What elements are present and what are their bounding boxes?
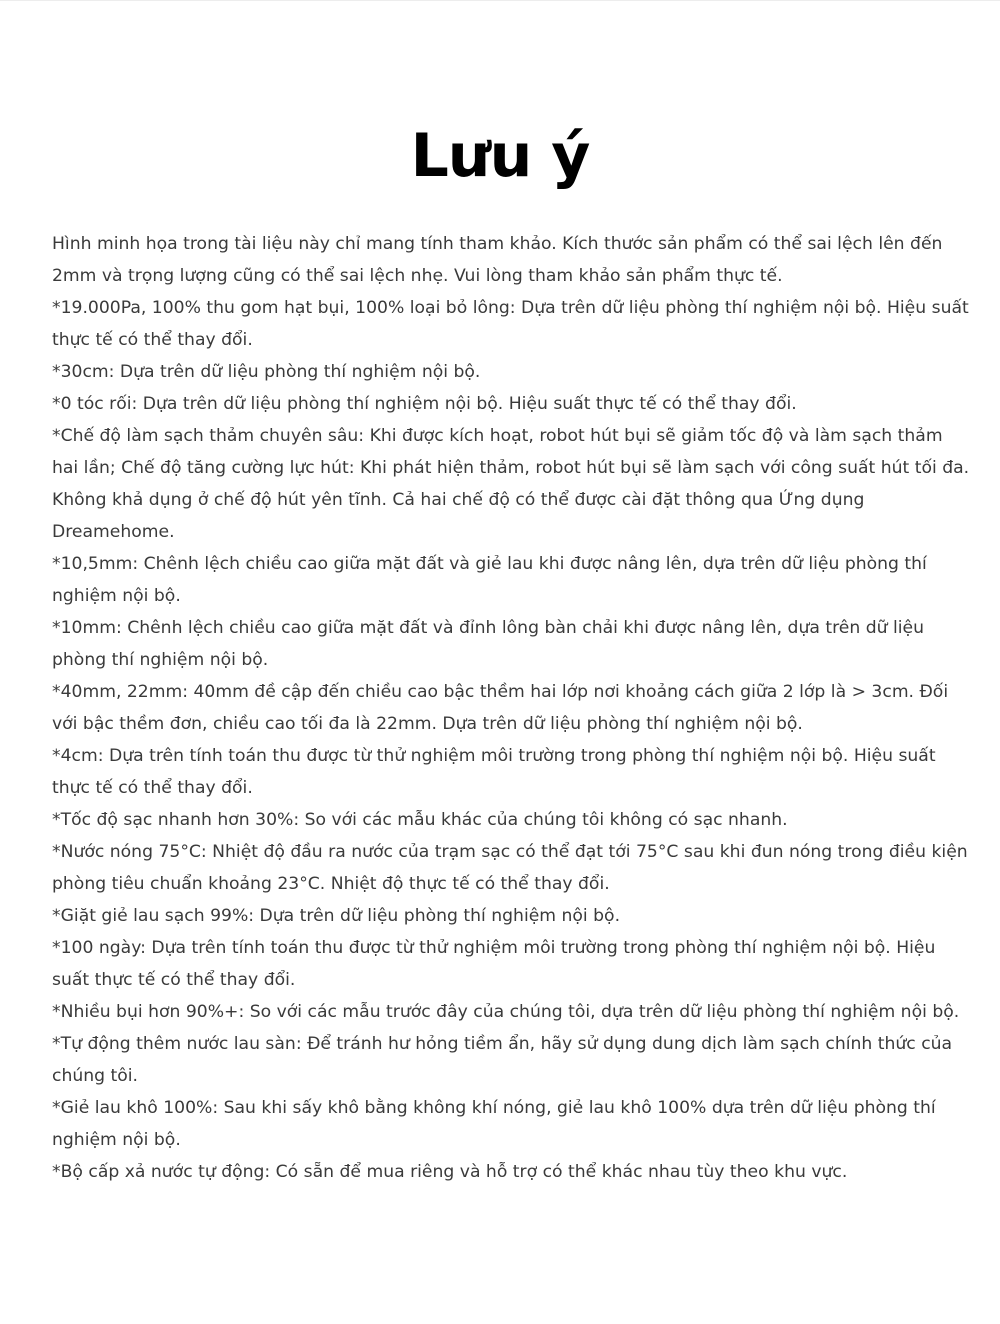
note-item: *Bộ cấp xả nước tự động: Có sẵn để mua riêng và hỗ trợ có thể khác nhau tùy theo khu vực. xyxy=(52,1162,848,1182)
notes-list xyxy=(52,228,972,1188)
top-divider xyxy=(0,0,1000,1)
note-item: *Nước nóng 75°C: Nhiệt độ đầu ra nước của trạm sạc có thể đạt tới 75°C sau khi đun nóng trong điều kiện phòng tiêu chuẩn khoảng 23°C. Nhiệt độ thực tế có thể thay đổi. xyxy=(52,842,968,894)
note-item: *0 tóc rối: Dựa trên dữ liệu phòng thí nghiệm nội bộ. Hiệu suất thực tế có thể thay đổi. xyxy=(52,394,797,414)
note-item: *Tự động thêm nước lau sàn: Để tránh hư hỏng tiềm ẩn, hãy sử dụng dung dịch làm sạch chính thức của chúng tôi. xyxy=(52,1034,953,1086)
note-item: *Giẻ lau khô 100%: Sau khi sấy khô bằng không khí nóng, giẻ lau khô 100% dựa trên dữ liệu phòng thí nghiệm nội bộ. xyxy=(52,1098,936,1150)
note-item: *Giặt giẻ lau sạch 99%: Dựa trên dữ liệu phòng thí nghiệm nội bộ. xyxy=(52,906,621,926)
note-item: *10mm: Chênh lệch chiều cao giữa mặt đất và đỉnh lông bàn chải khi được nâng lên, dựa trên dữ liệu phòng thí nghiệm nội bộ. xyxy=(52,618,924,670)
page-title: Lưu ý xyxy=(410,121,590,192)
note-item: *19.000Pa, 100% thu gom hạt bụi, 100% loại bỏ lông: Dựa trên dữ liệu phòng thí nghiệm nội bộ. Hiệu suất thực tế có thể thay đổi. xyxy=(52,298,969,350)
note-item: *30cm: Dựa trên dữ liệu phòng thí nghiệm nội bộ. xyxy=(52,362,481,382)
note-item: *Nhiều bụi hơn 90%+: So với các mẫu trước đây của chúng tôi, dựa trên dữ liệu phòng thí nghiệm nội bộ. xyxy=(52,1002,960,1022)
note-item: *4cm: Dựa trên tính toán thu được từ thử nghiệm môi trường trong phòng thí nghiệm nội bộ. Hiệu suất thực tế có thể thay đổi. xyxy=(52,746,936,798)
note-item: *40mm, 22mm: 40mm đề cập đến chiều cao bậc thềm hai lớp nơi khoảng cách giữa 2 lớp là > 3cm. Đối với bậc thềm đơn, chiều cao tối đa là 22mm. Dựa trên dữ liệu phòng thí nghiệm nội bộ. xyxy=(52,682,949,734)
note-item: *Tốc độ sạc nhanh hơn 30%: So với các mẫu khác của chúng tôi không có sạc nhanh. xyxy=(52,810,788,830)
note-item: *Chế độ làm sạch thảm chuyên sâu: Khi được kích hoạt, robot hút bụi sẽ giảm tốc độ và làm sạch thảm hai lần; Chế độ tăng cường lực hút: Khi phát hiện thảm, robot hút bụi sẽ làm sạch với công suất hút tối đa. Không khả dụng ở chế độ hút yên tĩnh. Cả hai chế độ có thể được cài đặt thông qua Ứng dụng Dreamehome. xyxy=(52,426,970,542)
note-item: Hình minh họa trong tài liệu này chỉ mang tính tham khảo. Kích thước sản phẩm có thể sai lệch lên đến 2mm và trọng lượng cũng có thể sai lệch nhẹ. Vui lòng tham khảo sản phẩm thực tế. xyxy=(52,234,943,286)
note-item: *100 ngày: Dựa trên tính toán thu được từ thử nghiệm môi trường trong phòng thí nghiệm nội bộ. Hiệu suất thực tế có thể thay đổi. xyxy=(52,938,936,990)
note-item: *10,5mm: Chênh lệch chiều cao giữa mặt đất và giẻ lau khi được nâng lên, dựa trên dữ liệu phòng thí nghiệm nội bộ. xyxy=(52,554,927,606)
